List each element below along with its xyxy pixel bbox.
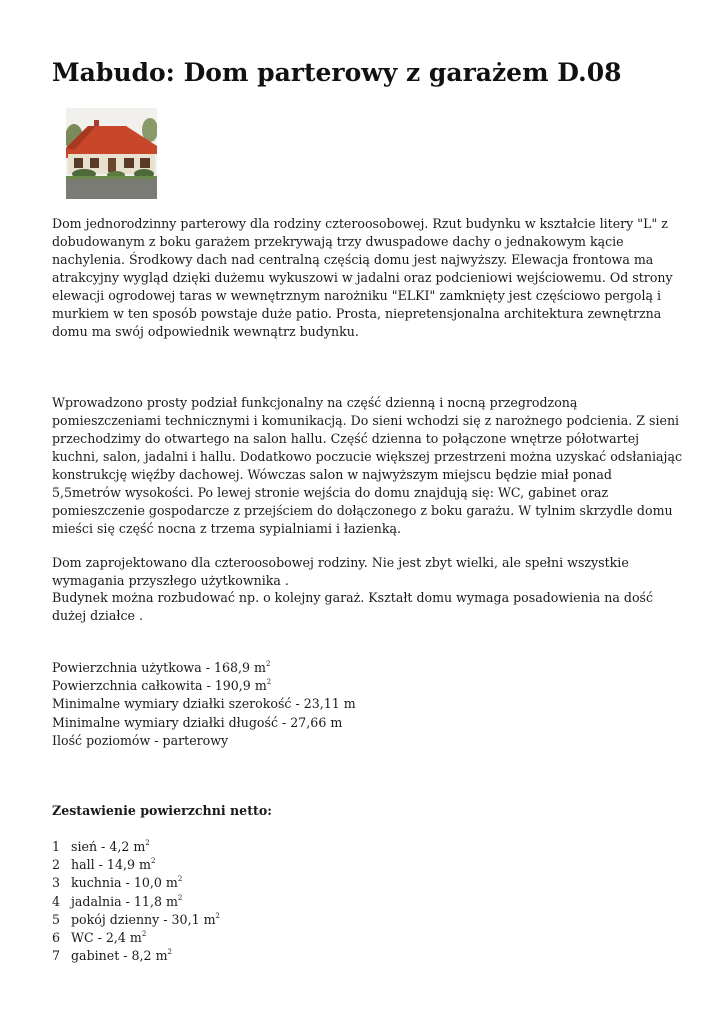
list-item: 2 hall - 14,9 $m^2$ [52,857,156,873]
page-title: Mabudo: Dom parterowy z garażem D.08 [52,58,622,87]
stats-list [52,659,356,750]
list-item: 6 WC - 2,4 $m^2$ [52,930,147,946]
list-item: 3 kuchnia - 10,0 $m^2$ [52,875,183,891]
layout-paragraph: Wprowadzono prosty podział funkcjonalny na część dzienną i nocną przegrodzoną pomieszczeniami technicznymi i komunikacją. Do sieni wchodzi się z narożnego podcienia. Z sieni przechodzimy do otwartego na salon hallu. Część dzienna to połączone wnętrze półotwartej kuchni, salon, jadalni i hallu. Dodatkowo poczucie większej przestrzeni można uzyskać odsłaniając konstrukcję więźby dachowej. Wówczas salon w najwyższym miejscu będzie miał ponad 5,5metrów wysokości. Po lewej stronie wejścia do domu znajdują się: WC, gabinet oraz pomieszczenie gospodarcze z przejściem do dołączonego z boku garażu. W tylnim skrzydle domu mieści się część nocna z trzema sypialniami i łazienką. [52,395,683,536]
rooms-list [52,838,220,965]
family-paragraph: Dom zaprojektowano dla czteroosobowej rodziny. Nie jest zbyt wielki, ale spełni wszystkie wymagania przyszłego użytkownika . [52,555,629,588]
net-area-heading: Zestawienie powierzchni netto: [52,803,272,818]
list-item: 7 gabinet - 8,2 $m^2$ [52,948,172,964]
stat-min-length: Minimalne wymiary działki długość - 27,66 m [52,714,343,730]
expansion-paragraph: Budynek można rozbudować np. o kolejny garaż. Kształt domu wymaga posadowienia na dość dużej działce . [52,590,654,623]
list-item: 1 sień - 4,2 $m^2$ [52,839,150,854]
description-paragraph: Dom jednorodzinny parterowy dla rodziny czteroosobowej. Rzut budynku w kształcie litery "L" z dobudowanym z boku garażem przekrywają trzy dwuspadowe dachy o jednakowym kącie nachylenia. Środkowy dach nad centralną częścią domu jest najwyższy. Elewacja frontowa ma atrakcyjny wygląd dzięki dużemu wykuszowi w jadalni oraz podcieniowi wejściowemu. Od strony elewacji ogrodowej taras w wewnętrznym narożniku "ELKI" zamknięty jest częściowo pergolą i murkiem w ten sposób powstaje duże patio. Prosta, niepretensjonalna architektura zewnętrzna domu ma swój odpowiednik wewnątrz budynku. [52,216,673,339]
house-photo [66,108,157,199]
house-illustration [66,108,157,199]
stat-min-width: Minimalne wymiary działki szerokość - 23,11 m [52,696,356,712]
list-item: 5 pokój dzienny - 30,1 $m^2$ [52,911,220,927]
stat-total-area: Powierzchnia całkowita - 190,9 $m^2$ [52,678,272,694]
stat-usable-area: Powierzchnia użytkowa - 168,9 $m^2$ [52,660,271,675]
stat-levels: Ilość poziomów - parterowy [52,732,229,748]
list-item: 4 jadalnia - 11,8 $m^2$ [52,893,183,909]
